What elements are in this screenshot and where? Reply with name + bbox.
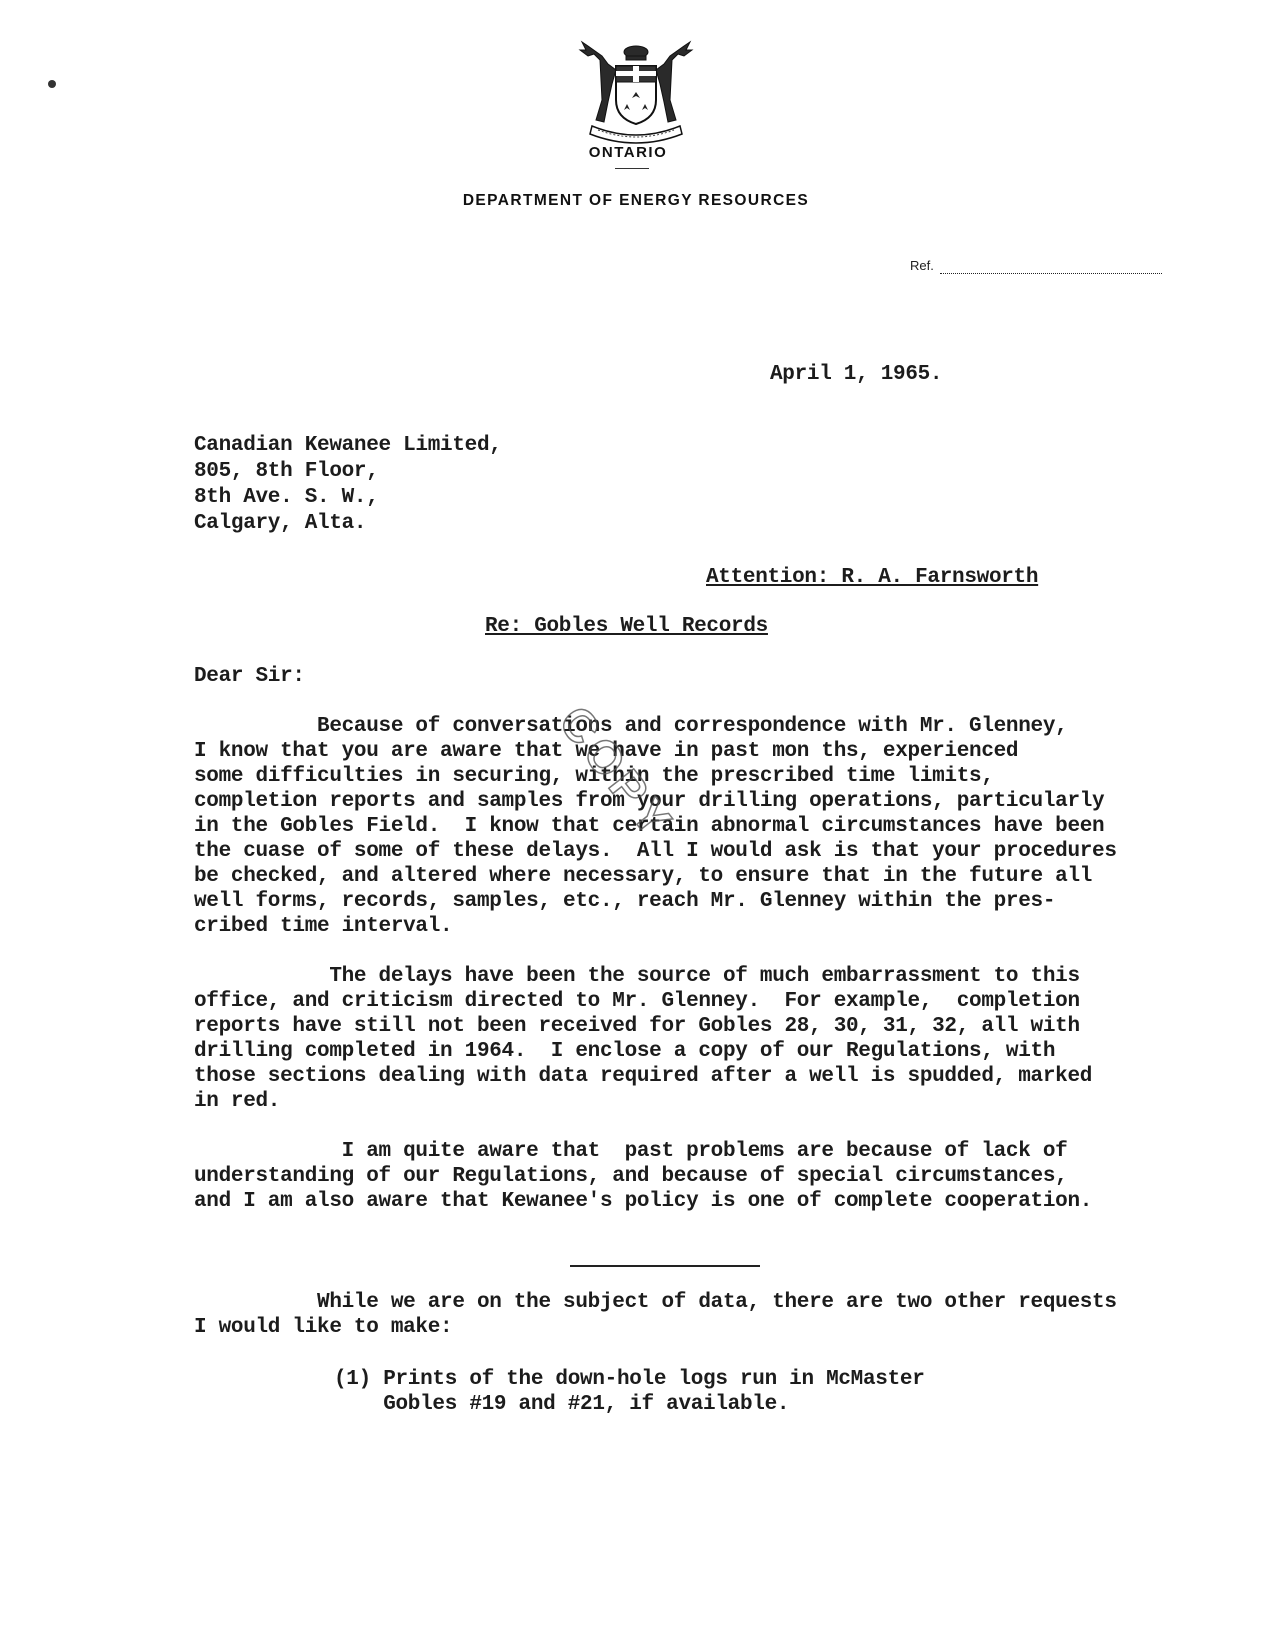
section-separator [570, 1265, 760, 1267]
salutation: Dear Sir: [194, 665, 305, 688]
text-line: drilling completed in 1964. I enclose a copy of our Regulations, with [194, 1040, 1056, 1063]
copy-stamp: COPY [549, 696, 686, 850]
letterhead-province: ONTARIO [588, 144, 668, 161]
text-line: the cuase of some of these delays. All I would ask is that your procedures [194, 840, 1117, 863]
text-line: cribed time interval. [194, 915, 453, 938]
ref-field-line [940, 273, 1162, 274]
subject-line: Re: Gobles Well Records [485, 615, 768, 638]
text-line: (1) Prints of the down-hole logs run in McMaster [334, 1368, 925, 1391]
text-line: office, and criticism directed to Mr. Glenney. For example, completion [194, 990, 1080, 1013]
recipient-line: Calgary, Alta. [194, 512, 367, 535]
text-line: The delays have been the source of much embarrassment to this [194, 965, 1080, 988]
request-item-1 [334, 1367, 925, 1417]
letterhead-divider [615, 168, 649, 169]
recipient-line: Canadian Kewanee Limited, [194, 434, 502, 457]
text-line: While we are on the subject of data, there are two other requests [194, 1291, 1117, 1314]
letter-date: April 1, 1965. [770, 363, 943, 386]
text-line: in the Gobles Field. I know that certain abnormal circumstances have been [194, 815, 1105, 838]
text-line: and I am also aware that Kewanee's policy is one of complete cooperation. [194, 1190, 1093, 1213]
text-line: understanding of our Regulations, and because of special circumstances, [194, 1165, 1068, 1188]
text-line: reports have still not been received for Gobles 28, 30, 31, 32, all with [194, 1015, 1080, 1038]
attention-line: Attention: R. A. Farnsworth [706, 566, 1039, 589]
text-line: well forms, records, samples, etc., reach Mr. Glenney within the pres- [194, 890, 1056, 913]
text-line: I would like to make: [194, 1316, 453, 1339]
text-line: Gobles #19 and #21, if available. [334, 1393, 790, 1416]
ontario-coat-of-arms-icon [578, 40, 694, 146]
text-line: I am quite aware that past problems are because of lack of [194, 1140, 1068, 1163]
text-line: completion reports and samples from your drilling operations, particularly [194, 790, 1105, 813]
paragraph-4 [194, 1290, 1117, 1340]
letterhead-department: DEPARTMENT OF ENERGY RESOURCES [462, 192, 810, 209]
recipient-address [194, 433, 502, 537]
ink-smudge [48, 80, 56, 88]
text-line: I know that you are aware that we have in past mon ths, experienced [194, 740, 1019, 763]
ref-label: Ref. [910, 258, 934, 273]
paragraph-2 [194, 964, 1092, 1114]
text-line: some difficulties in securing, within the prescribed time limits, [194, 765, 994, 788]
text-line: be checked, and altered where necessary, to ensure that in the future all [194, 865, 1093, 888]
text-line: Because of conversations and correspondence with Mr. Glenney, [194, 715, 1068, 738]
text-line: those sections dealing with data required after a well is spudded, marked [194, 1065, 1093, 1088]
recipient-line: 805, 8th Floor, [194, 460, 379, 483]
recipient-line: 8th Ave. S. W., [194, 486, 379, 509]
text-line: in red. [194, 1090, 281, 1113]
paragraph-3 [194, 1139, 1092, 1214]
